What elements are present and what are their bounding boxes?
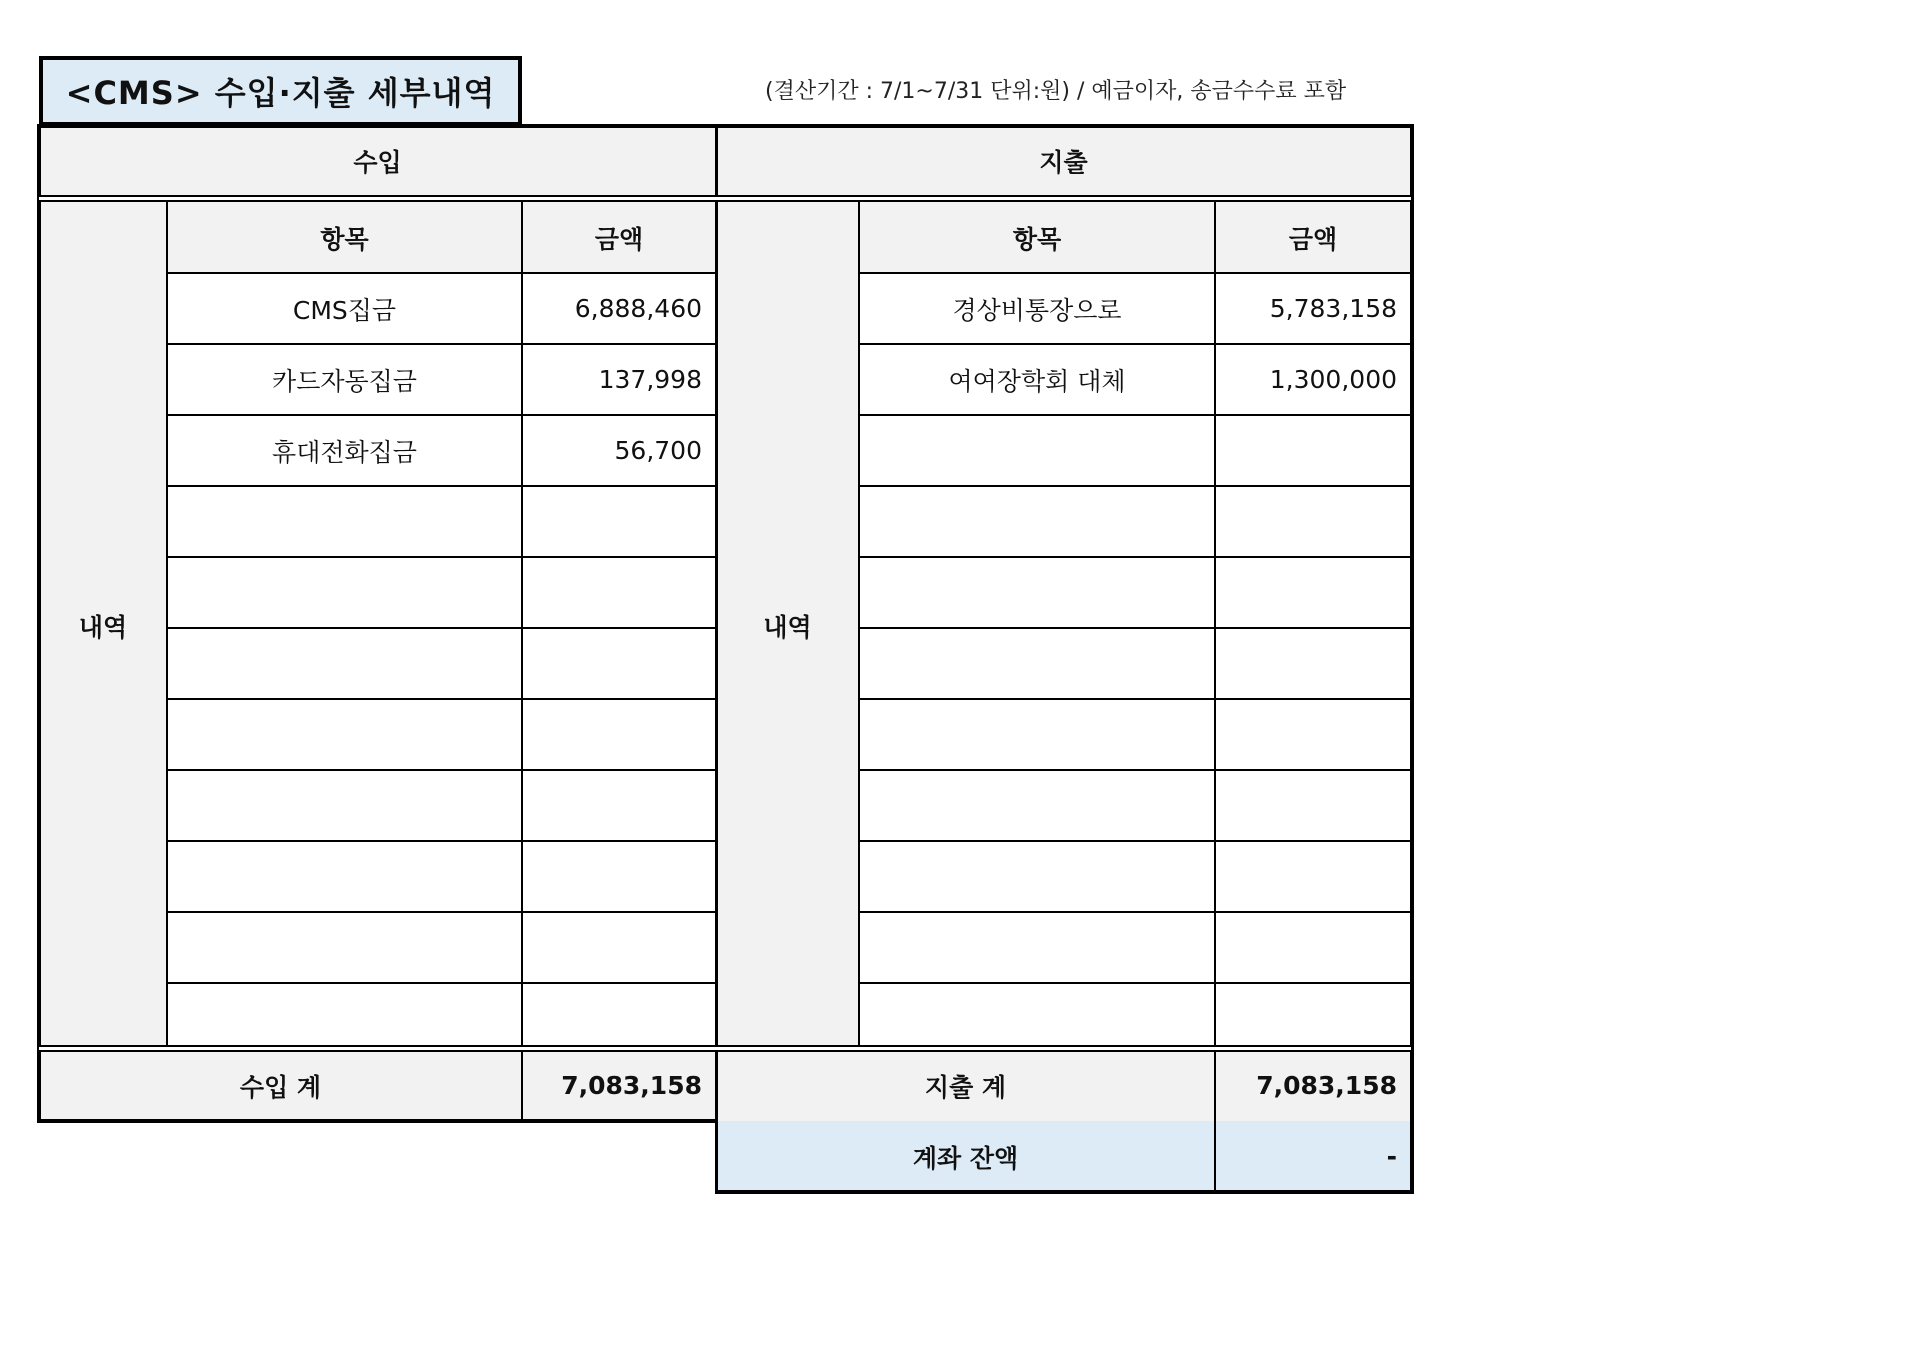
grid-line [859,343,1411,345]
income-row-item [167,628,522,699]
income-row-amount [522,486,716,557]
income-header: 수입 [39,126,716,196]
expense-row-amount: 1,300,000 [1215,344,1411,415]
expense-header: 지출 [716,126,1411,196]
income-row-amount [522,557,716,628]
income-row-item [167,557,522,628]
balance-bottom-border [715,1190,1414,1194]
income-row-item [167,486,522,557]
income-row-item: 휴대전화집금 [167,415,522,486]
income-row-item [167,699,522,770]
grid-line [859,982,1411,984]
income-row-item [167,841,522,912]
document-title: <CMS> 수입·지출 세부내역 [39,56,522,126]
expense-row-item [859,699,1215,770]
income-row-amount [522,628,716,699]
grid-line [859,414,1411,416]
income-total-label: 수입 계 [39,1050,522,1121]
expense-row-item: 여여장학회 대체 [859,344,1215,415]
grid-line [859,911,1411,913]
double-rule [39,1045,1411,1052]
expense-row-amount [1215,557,1411,628]
income-row-amount [522,699,716,770]
expense-row-item [859,486,1215,557]
expense-row-item [859,912,1215,983]
income-row-item [167,770,522,841]
grid-line [859,769,1411,771]
expense-section-label: 내역 [716,202,859,1050]
grid-line [859,698,1411,700]
grid-line [167,698,716,700]
grid-line [859,627,1411,629]
expense-row-item [859,841,1215,912]
income-col-item: 항목 [167,202,522,273]
expense-row-item [859,415,1215,486]
table-right-border [1410,124,1414,1194]
grid-line [859,272,1411,274]
expense-row-amount [1215,699,1411,770]
expense-total-label: 지출 계 [716,1050,1215,1121]
expense-row-item: 경상비통장으로 [859,273,1215,344]
expense-row-amount [1215,770,1411,841]
income-row-item [167,983,522,1054]
expense-row-item [859,983,1215,1054]
grid-line [167,343,716,345]
expense-total-value: 7,083,158 [1215,1050,1411,1121]
period-note: (결산기간 : 7/1~7/31 단위:원) / 예금이자, 송금수수료 포함 [765,79,1347,104]
income-row-amount: 137,998 [522,344,716,415]
expense-row-amount [1215,983,1411,1054]
grid-line [1214,202,1216,1046]
expense-row-item [859,770,1215,841]
expense-row-amount [1215,415,1411,486]
income-section-label: 내역 [39,202,167,1050]
grid-line [521,1050,523,1121]
grid-line [859,485,1411,487]
income-row-amount [522,912,716,983]
income-row-item: CMS집금 [167,273,522,344]
income-bottom-border [37,1119,717,1123]
expense-row-amount [1215,912,1411,983]
grid-line [166,202,168,1046]
income-row-amount [522,770,716,841]
income-row-item: 카드자동집금 [167,344,522,415]
income-col-amount: 금액 [522,202,716,273]
table-top-border [39,124,1413,128]
grid-line [167,556,716,558]
grid-line [859,840,1411,842]
expense-row-amount [1215,841,1411,912]
grid-line [521,202,523,1046]
grid-line [1214,1050,1216,1192]
grid-line [167,414,716,416]
income-row-amount [522,841,716,912]
table-left-border [37,124,41,1123]
expense-row-item [859,628,1215,699]
expense-row-amount [1215,486,1411,557]
grid-line [167,982,716,984]
grid-line [167,627,716,629]
double-rule [39,195,1411,202]
grid-line [167,272,716,274]
income-row-amount: 56,700 [522,415,716,486]
income-row-item [167,912,522,983]
income-row-amount: 6,888,460 [522,273,716,344]
expense-row-item [859,557,1215,628]
expense-row-amount: 5,783,158 [1215,273,1411,344]
grid-line [167,769,716,771]
grid-line [858,202,860,1046]
grid-line [859,556,1411,558]
expense-col-item: 항목 [859,202,1215,273]
balance-label: 계좌 잔액 [716,1121,1215,1192]
grid-line [167,485,716,487]
grid-line [167,840,716,842]
balance-value: - [1215,1121,1411,1192]
income-row-amount [522,983,716,1054]
expense-row-amount [1215,628,1411,699]
grid-line [167,911,716,913]
income-total-value: 7,083,158 [522,1050,716,1121]
center-divider [715,124,718,1192]
expense-col-amount: 금액 [1215,202,1411,273]
